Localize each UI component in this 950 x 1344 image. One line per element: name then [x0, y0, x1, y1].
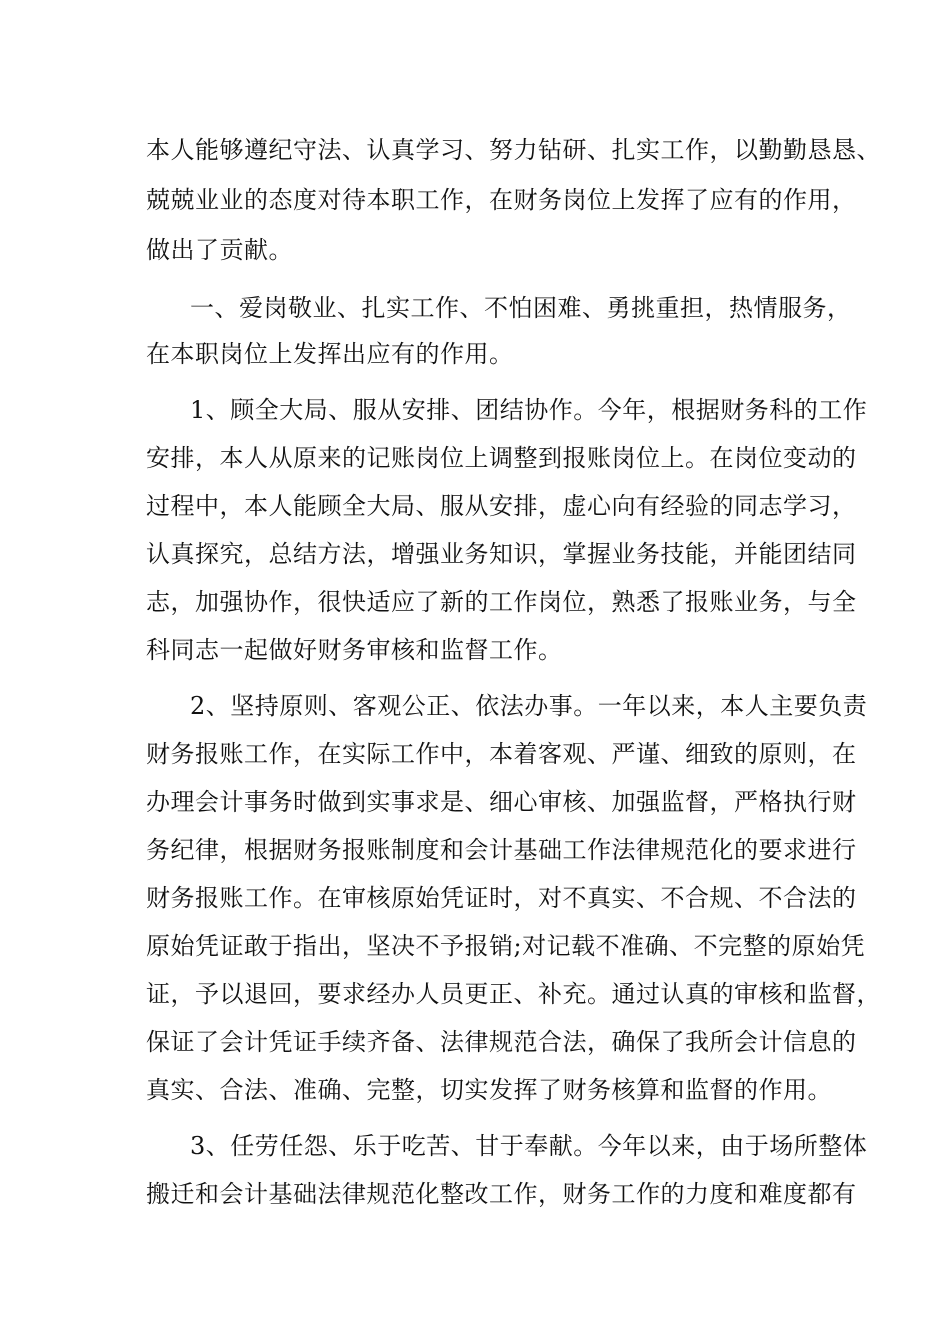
text-line: 办理会计事务时做到实事求是、细心审核、加强监督，严格执行财 [146, 788, 857, 816]
text-line: 原始凭证敢于指出，坚决不予报销;对记载不准确、不完整的原始凭 [146, 932, 866, 960]
text-line: 志，加强协作，很快适应了新的工作岗位，熟悉了报账业务，与全 [146, 588, 857, 616]
text-line: 认真探究，总结方法，增强业务知识，掌握业务技能，并能团结同 [146, 540, 857, 568]
text-line: 财务报账工作。在审核原始凭证时，对不真实、不合规、不合法的 [146, 884, 857, 912]
paragraph-start: 2、坚持原则、客观公正、依法办事。一年以来，本人主要负责 [190, 692, 868, 720]
text-line: 搬迁和会计基础法律规范化整改工作，财务工作的力度和难度都有 [146, 1180, 857, 1208]
text-line: 安排，本人从原来的记账岗位上调整到报账岗位上。在岗位变动的 [146, 444, 857, 472]
text-line: 做出了贡献。 [146, 236, 293, 264]
text-line: 科同志一起做好财务审核和监督工作。 [146, 636, 563, 664]
text-line: 务纪律，根据财务报账制度和会计基础工作法律规范化的要求进行 [146, 836, 857, 864]
text-line: 在本职岗位上发挥出应有的作用。 [146, 340, 514, 368]
text-line: 过程中，本人能顾全大局、服从安排，虚心向有经验的同志学习， [146, 492, 857, 520]
text-line: 兢兢业业的态度对待本职工作，在财务岗位上发挥了应有的作用， [146, 186, 857, 214]
text-line: 财务报账工作，在实际工作中，本着客观、严谨、细致的原则，在 [146, 740, 857, 768]
paragraph-start: 3、任劳任怨、乐于吃苦、甘于奉献。今年以来，由于场所整体 [190, 1132, 868, 1160]
text-line: 本人能够遵纪守法、认真学习、努力钻研、扎实工作，以勤勤恳恳、 [146, 136, 881, 164]
text-line: 证，予以退回，要求经办人员更正、补充。通过认真的审核和监督， [146, 980, 881, 1008]
text-line: 保证了会计凭证手续齐备、法律规范合法，确保了我所会计信息的 [146, 1028, 857, 1056]
paragraph-start: 1、顾全大局、服从安排、团结协作。今年，根据财务科的工作 [190, 396, 868, 424]
text-line: 真实、合法、准确、完整，切实发挥了财务核算和监督的作用。 [146, 1076, 832, 1104]
section-heading: 一、爱岗敬业、扎实工作、不怕困难、勇挑重担，热情服务， [190, 294, 852, 322]
